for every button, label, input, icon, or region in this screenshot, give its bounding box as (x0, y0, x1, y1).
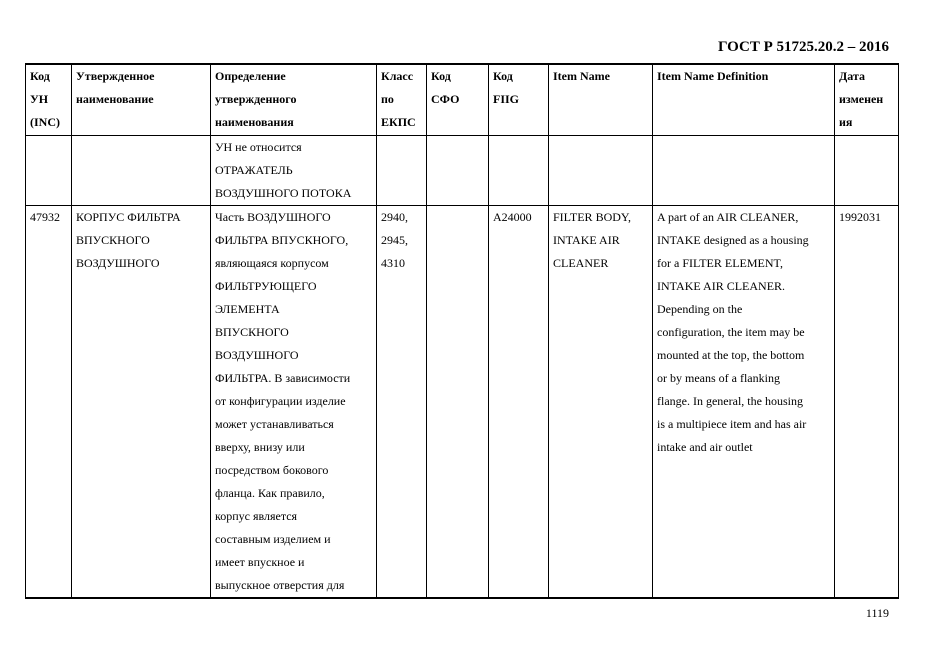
cell-approved-name (72, 136, 211, 206)
cell-sfo-code (427, 136, 489, 206)
cell-item-name (549, 136, 653, 206)
header-change-date: Дата изменен ия (835, 64, 899, 136)
header-ekps-class: Класс по ЕКПС (377, 64, 427, 136)
header-inc: Код УН (INC) (26, 64, 72, 136)
header-sfo-code: Код СФО (427, 64, 489, 136)
cell-item-name-definition: A part of an AIR CLEANER, INTAKE designed as a housing for a FILTER ELEMENT, INTAKE AIR CLEANER. Depending on the configuration, the item may be mounted at the top, the bottom or by means of a flanking flange. In general, the housing is a multipiece item and has air intake and air outlet (653, 206, 835, 599)
cell-inc (26, 136, 72, 206)
table-row (26, 136, 899, 206)
cell-fiig-code: A24000 (489, 206, 549, 599)
header-approved-name: Утвержденное наименование (72, 64, 211, 136)
cell-ekps-class: 2940, 2945, 4310 (377, 206, 427, 599)
table-header-row (26, 64, 899, 136)
page-number: 1119 (865, 606, 889, 620)
header-definition: Определение утвержденного наименования (211, 64, 377, 136)
cell-inc: 47932 (26, 206, 72, 599)
header-fiig-code: Код FIIG (489, 64, 549, 136)
cell-item-name-definition (653, 136, 835, 206)
cell-item-name: FILTER BODY, INTAKE AIR CLEANER (549, 206, 653, 599)
document-title: ГОСТ Р 51725.20.2 – 2016 (717, 39, 889, 55)
cell-ekps-class (377, 136, 427, 206)
cell-definition: УН не относится ОТРАЖАТЕЛЬ ВОЗДУШНОГО ПОТОКА (211, 136, 377, 206)
cell-approved-name: КОРПУС ФИЛЬТРА ВПУСКНОГО ВОЗДУШНОГО (72, 206, 211, 599)
header-item-name-definition: Item Name Definition (653, 64, 835, 136)
cell-fiig-code (489, 136, 549, 206)
cell-sfo-code (427, 206, 489, 599)
catalog-table (25, 63, 899, 599)
header-item-name: Item Name (549, 64, 653, 136)
table-row (26, 206, 899, 599)
cell-change-date (835, 136, 899, 206)
cell-definition: Часть ВОЗДУШНОГО ФИЛЬТРА ВПУСКНОГО, являющаяся корпусом ФИЛЬТРУЮЩЕГО ЭЛЕМЕНТА ВПУСКНОГО ВОЗДУШНОГО ФИЛЬТРА. В зависимости от конфигурации изделие может устанавливаться вверху, внизу или посредством бокового фланца. Как правило, корпус является составным изделием и имеет впускное и выпускное отверстия для (211, 206, 377, 599)
cell-change-date: 1992031 (835, 206, 899, 599)
